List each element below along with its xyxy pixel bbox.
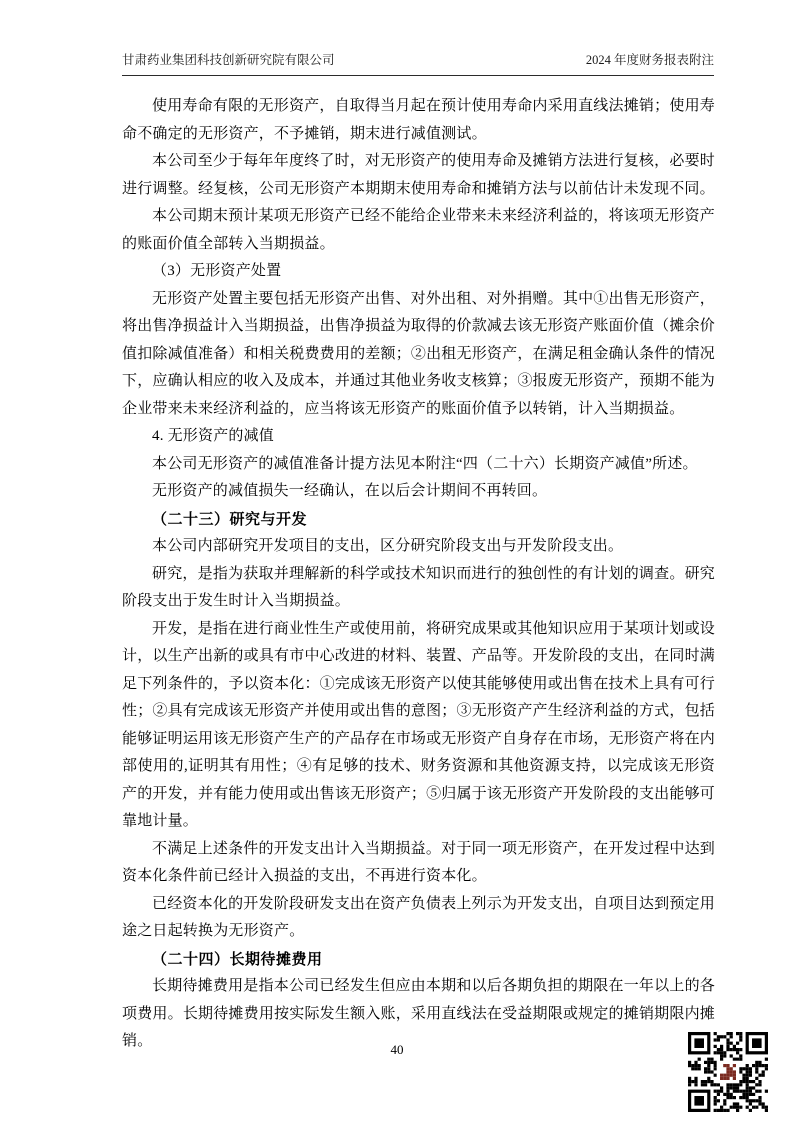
- page-header: [122, 50, 714, 76]
- document-body: [122, 93, 715, 1056]
- paragraph-impairment-no-reverse: 无形资产的减值损失一经确认，在以后会计期间不再转回。: [152, 483, 548, 499]
- paragraph-deferred-expense: 长期待摊费用是指本公司已经发生但应由本期和以后各期负担的期限在一年以上的各项费用。长期待摊费用按实际发生额入账，采用直线法在受益期限或规定的摊销期限内摊销。: [122, 978, 715, 1049]
- paragraph-capitalized-presentation: 已经资本化的开发阶段研发支出在资产负债表上列示为开发支出，自项目达到预定用途之日起转换为无形资产。: [122, 895, 715, 939]
- section-heading-long-term-deferred: （二十四）长期待摊费用: [152, 950, 323, 968]
- paragraph-disposal-detail: 无形资产处置主要包括无形资产出售、对外出租、对外捐赠。其中①出售无形资产，将出售净损益计入当期损益，出售净损益为取得的价款减去该无形资产账面价值（摊余价值扣除减值准备）和相关税费费用的差额；②出租无形资产，在满足租金确认条件的情况下，应确认相应的收入及成本，并通过其他业务收支核算；③报废无形资产，预期不能为企业带来未来经济利益的，应当将该无形资产的账面价值予以转销，计入当期损益。: [122, 290, 715, 417]
- qr-code: [688, 1032, 768, 1112]
- paragraph-amortization-policy: 使用寿命有限的无形资产，自取得当月起在预计使用寿命内采用直线法摊销；使用寿命不确定的无形资产，不予摊销，期末进行减值测试。: [122, 98, 715, 142]
- company-name: 甘肃药业集团科技创新研究院有限公司: [122, 53, 335, 67]
- page-number: 40: [390, 1042, 404, 1057]
- paragraph-development-definition: 开发，是指在进行商业性生产或使用前，将研究成果或其他知识应用于某项计划或设计，以生产出新的或具有市中心改进的材料、装置、产品等。开发阶段的支出，在同时满足下列条件的，予以资本化：①完成该无形资产以使其能够使用或出售在技术上具有可行性；②具有完成该无形资产并使用或出售的意图；③无形资产产生经济利益的方式，包括能够证明运用该无形资产生产的产品存在市场或无形资产自身存在市场，无形资产将在内部使用的,证明其有用性；④有足够的技术、财务资源和其他资源支持，以完成该无形资产的开发，并有能力使用或出售该无形资产；⑤归属于该无形资产开发阶段的支出能够可靠地计量。: [122, 620, 715, 829]
- paragraph-derecognition: 本公司期末预计某项无形资产已经不能给企业带来未来经济利益的，将该项无形资产的账面价值全部转入当期损益。: [122, 208, 715, 252]
- paragraph-impairment-method: 本公司无形资产的减值准备计提方法见本附注“四（二十六）长期资产减值”所述。: [152, 455, 698, 472]
- report-title: 2024 年度财务报表附注: [585, 53, 714, 67]
- paragraph-noncapitalized: 不满足上述条件的开发支出计入当期损益。对于同一项无形资产，在开发过程中达到资本化条件前已经计入损益的支出，不再进行资本化。: [122, 840, 715, 884]
- paragraph-annual-review: 本公司至少于每年年度终了时，对无形资产的使用寿命及摊销方法进行复核，必要时进行调整。经复核，公司无形资产本期期末使用寿命和摊销方法与以前估计未发现不同。: [122, 153, 715, 197]
- section-heading-research-development: （二十三）研究与开发: [152, 510, 308, 528]
- paragraph-rd-split: 本公司内部研究开发项目的支出，区分研究阶段支出与开发阶段支出。: [152, 538, 624, 554]
- paragraph-research-definition: 研究，是指为获取并理解新的科学或技术知识而进行的独创性的有计划的调查。研究阶段支出于发生时计入当期损益。: [122, 565, 715, 609]
- subheading-impairment: 4. 无形资产的减值: [152, 428, 275, 444]
- subheading-disposal: （3）无形资产处置: [152, 263, 282, 279]
